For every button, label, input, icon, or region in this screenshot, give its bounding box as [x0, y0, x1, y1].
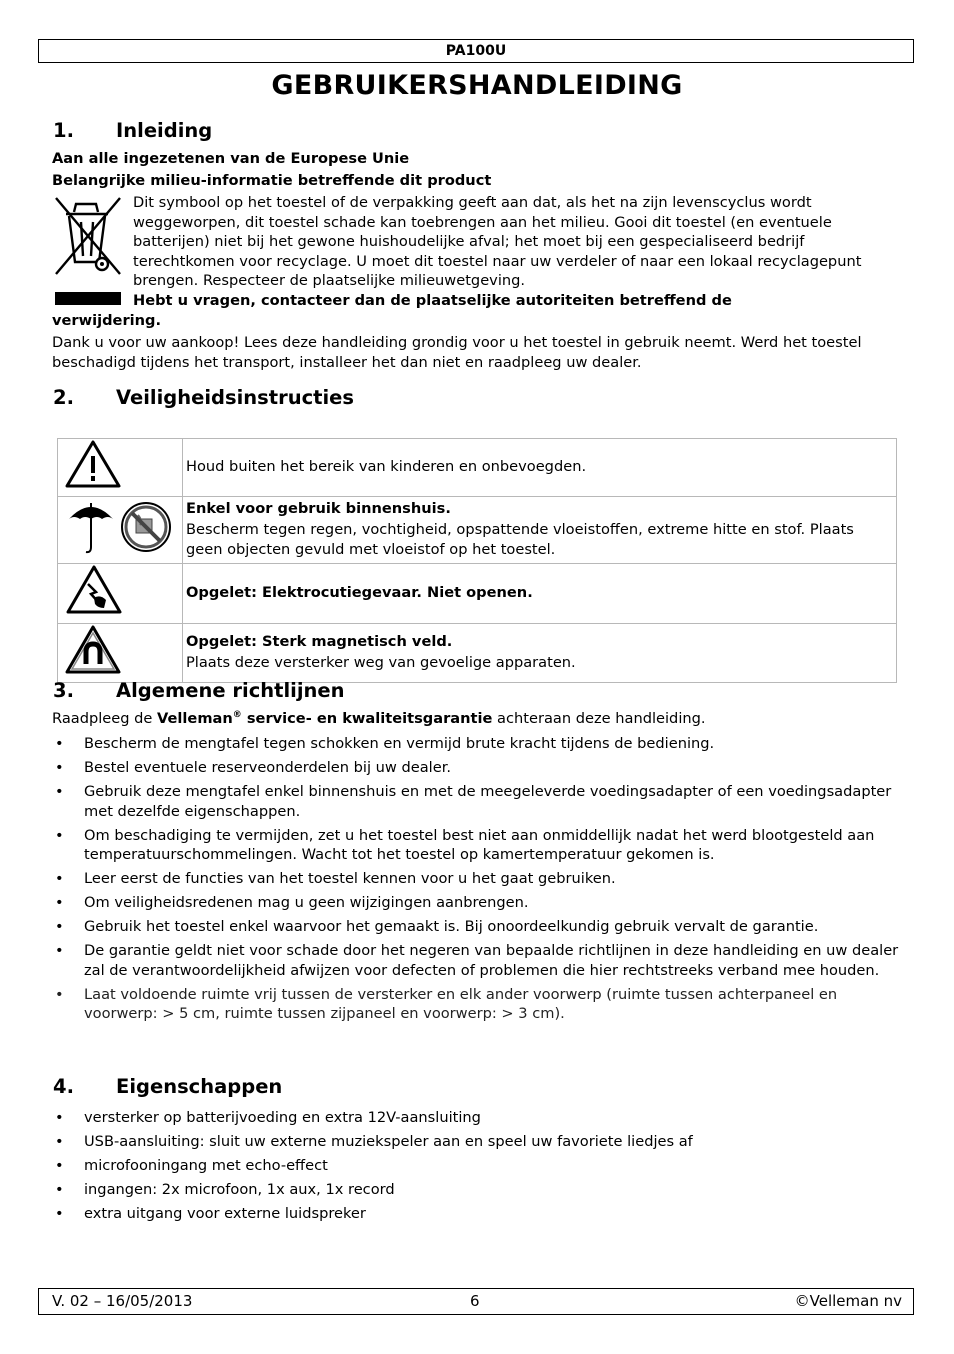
safety-icon-cell: [58, 623, 183, 683]
section-number: 4.: [53, 1075, 74, 1098]
list-item: [52, 917, 900, 937]
bullet: •: [55, 1109, 64, 1126]
safety-bold-text: Opgelet: Sterk magnetisch veld.: [186, 633, 453, 651]
section-title: Algemene richtlijnen: [116, 679, 345, 702]
safety-icon-cell: [58, 496, 183, 564]
umbrella-no-liquid-icon: [58, 497, 182, 557]
list-item: [52, 758, 900, 778]
list-item: [52, 826, 900, 865]
env-subheading: Belangrijke milieu-informatie betreffende dit product: [52, 172, 492, 189]
safety-text-cell: [183, 623, 897, 683]
list-item: [52, 1132, 900, 1152]
section-3-heading: [53, 679, 345, 702]
section-4-heading: [53, 1075, 282, 1098]
electrocution-warning-icon: [58, 564, 182, 616]
section-title: Eigenschappen: [116, 1075, 283, 1098]
brand-name: Velleman: [157, 710, 233, 727]
list-item: [52, 941, 900, 980]
intro-text: achteraan deze handleiding.: [492, 710, 706, 727]
list-item-text: Bestel eventuele reserveonderdelen bij uw dealer.: [84, 758, 451, 776]
guarantee-name: service- en kwaliteitsgarantie: [241, 710, 493, 727]
list-item-text: extra uitgang voor externe luidspreker: [84, 1204, 366, 1222]
bullet: •: [55, 870, 64, 888]
section-number: 2.: [53, 386, 74, 409]
list-item: [52, 1156, 900, 1176]
registered-mark: ®: [232, 710, 242, 721]
safety-text: Plaats deze versterker weg van gevoelige apparaten.: [186, 653, 576, 671]
list-item: [52, 985, 900, 1024]
page-title: GEBRUIKERSHANDLEIDING: [271, 70, 683, 101]
section-title: Inleiding: [116, 119, 213, 142]
list-item-text: microfooningang met echo-effect: [84, 1156, 328, 1174]
list-item-text: Gebruik het toestel enkel waarvoor het gemaakt is. Bij onoordeelkundig gebruik vervalt de garantie.: [84, 918, 819, 936]
safety-text: Bescherm tegen regen, vochtigheid, opspattende vloeistoffen, extreme hitte en stof. Plaats geen objecten gevuld met vloeistof op het toestel.: [186, 520, 854, 558]
bullet: •: [55, 1180, 64, 1198]
list-item-text: Om beschadiging te vermijden, zet u het toestel best niet aan onmiddellijk nadat het werd blootgesteld aan temperatuurschommelingen. Wacht tot het toestel op kamertemperatuur gekomen is.: [84, 826, 875, 864]
list-item-text: Laat voldoende ruimte vrij tussen de versterker en elk ander voorwerp (ruimte tussen achterpaneel en voorwerp: > 5 cm, ruimte tussen zijpaneel en voorwerp: > 3 cm).: [84, 985, 838, 1023]
safety-bold-text: Enkel voor gebruik binnenshuis.: [186, 500, 451, 517]
list-item: [52, 1108, 900, 1128]
section-1-heading: [53, 119, 212, 142]
list-item-text: USB-aansluiting: sluit uw externe muziekspeler aan en speel uw favoriete liedjes af: [84, 1132, 693, 1150]
safety-text-cell: [183, 564, 897, 624]
list-item: [52, 893, 900, 913]
guidelines-list: [52, 734, 900, 1024]
bullet: •: [55, 758, 64, 776]
safety-text-cell: [183, 496, 897, 564]
safety-row: [58, 496, 897, 564]
bullet: •: [55, 1132, 64, 1150]
safety-text-cell: [183, 439, 897, 497]
list-item-text: Om veiligheidsredenen mag u geen wijzigingen aanbrengen.: [84, 894, 529, 912]
bullet: •: [55, 918, 64, 936]
footer-version: V. 02 – 16/05/2013: [52, 1292, 193, 1310]
bullet: •: [55, 735, 64, 752]
weee-black-bar: [55, 292, 121, 305]
intro-text: Raadpleeg de: [52, 710, 158, 727]
bullet: •: [55, 894, 64, 912]
list-item: [52, 782, 900, 821]
list-item-text: Leer eerst de functies van het toestel kennen voor u het gaat gebruiken.: [84, 870, 616, 888]
section-number: 1.: [53, 119, 74, 142]
section-number: 3.: [53, 679, 74, 702]
eu-subheading: Aan alle ingezetenen van de Europese Unie: [52, 150, 410, 167]
list-item-text: De garantie geldt niet voor schade door het negeren van bepaalde richtlijnen in deze handleiding en uw dealer zal de verantwoordelijkheid afwijzen voor defecten of problemen die hier rechtstreeks verband mee houden.: [84, 942, 899, 979]
safety-bold-text: Opgelet: Elektrocutiegevaar. Niet openen.: [186, 584, 533, 601]
list-item-text: Bescherm de mengtafel tegen schokken en vermijd brute kracht tijdens de bediening.: [84, 735, 715, 752]
list-item: [52, 1180, 900, 1200]
bullet: •: [55, 826, 64, 844]
safety-row: [58, 623, 897, 683]
bullet: •: [55, 782, 64, 800]
footer-page-number: 6: [470, 1292, 480, 1310]
section-2-heading: [53, 386, 354, 409]
safety-text: Houd buiten het bereik van kinderen en onbevoegden.: [186, 458, 587, 475]
safety-icon-cell: [58, 439, 183, 497]
contact-line-2: verwijdering.: [52, 312, 162, 329]
contact-line-1: Hebt u vragen, contacteer dan de plaatselijke autoriteiten betreffend de: [133, 292, 732, 309]
list-item-text: ingangen: 2x microfoon, 1x aux, 1x record: [84, 1180, 395, 1198]
list-item: [52, 734, 900, 754]
weee-bin-icon: [52, 194, 124, 278]
warning-triangle-icon: [58, 439, 182, 489]
safety-row: [58, 564, 897, 624]
list-item: [52, 869, 900, 889]
bullet: •: [55, 1156, 64, 1174]
bullet: •: [55, 985, 64, 1003]
features-list: [52, 1108, 900, 1224]
bullet: •: [55, 1204, 64, 1222]
list-item-text: Gebruik deze mengtafel enkel binnenshuis en met de meegeleverde voedingsadapter of een voedingsadapter met dezelfde eigenschappen.: [84, 782, 892, 820]
weee-text: Dit symbool op het toestel of de verpakking geeft aan dat, als het na zijn levenscyclus wordt weggeworpen, dit toestel schade kan toebrengen aan het milieu. Gooi dit toestel (en eventuele batterijen) niet bij het gewone huishoudelijke afval; het moet bij een gespecialiseerd bedrijf terechtkomen voor recyclage. U moet dit toestel naar uw verdeler of naar een lokaal recyclagepunt brengen. Respecteer de plaatselijke milieuwetgeving.: [133, 194, 862, 290]
magnetic-field-warning-icon: [58, 624, 182, 676]
list-item: [52, 1204, 900, 1224]
safety-icon-cell: [58, 564, 183, 624]
list-item-text: versterker op batterijvoeding en extra 12V-aansluiting: [84, 1109, 481, 1126]
safety-row: [58, 439, 897, 497]
thanks-paragraph: Dank u voor uw aankoop! Lees deze handleiding grondig voor u het toestel in gebruik neemt. Werd het toestel beschadigd tijdens het transport, installeer het dan niet en raadpleeg uw dealer.: [52, 334, 862, 371]
guarantee-intro: [52, 710, 706, 727]
header-model: PA100U: [38, 39, 914, 63]
bullet: •: [55, 942, 64, 960]
safety-table: [57, 438, 897, 683]
footer-copyright: ©Velleman nv: [794, 1292, 902, 1310]
section-title: Veiligheidsinstructies: [116, 386, 355, 409]
